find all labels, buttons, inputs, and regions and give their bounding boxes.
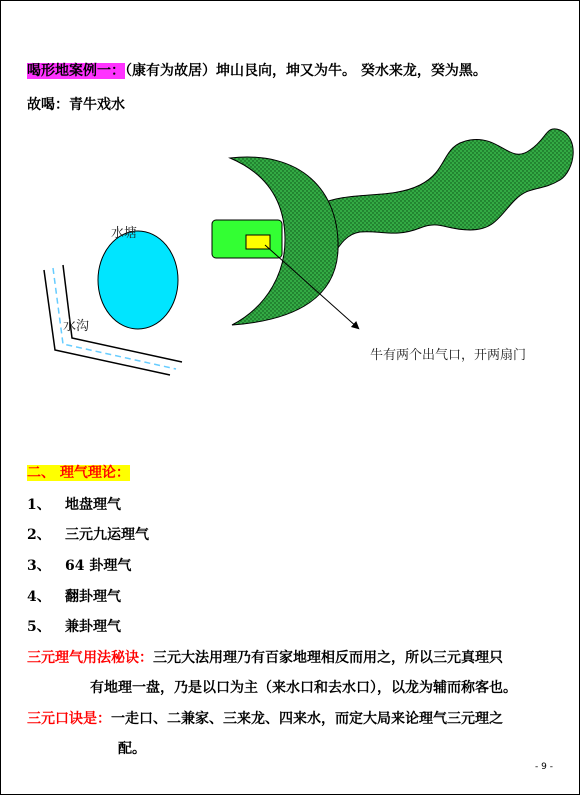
paragraph-1-line-1 bbox=[27, 647, 503, 667]
arrow-note: 牛有两个出气口，开两扇门 bbox=[370, 348, 527, 363]
list-item bbox=[27, 616, 121, 636]
pond-shape bbox=[98, 231, 178, 329]
list-item-number: 3、 bbox=[27, 558, 51, 574]
list-item-text: 三元九运理气 bbox=[65, 527, 149, 543]
list-item-number: 2、 bbox=[27, 527, 51, 543]
pond-label: 水塘 bbox=[111, 226, 138, 241]
list-item-text: 地盘理气 bbox=[65, 497, 121, 513]
section-title-text: 二、 理气理论： bbox=[27, 465, 130, 481]
ditch-label: 水沟 bbox=[63, 319, 90, 334]
case-label: 喝形地案例一： bbox=[27, 63, 125, 79]
case-title: 故喝：青牛戏水 bbox=[27, 97, 125, 113]
paragraph-1-text-a: 三元大法用理乃有百家地理相反而用之，所以三元真理只 bbox=[153, 650, 503, 666]
paragraph-1-label: 三元理气用法秘诀： bbox=[27, 650, 153, 666]
section-title bbox=[27, 462, 130, 482]
list-item bbox=[27, 586, 121, 606]
paragraph-2-label: 三元口诀是： bbox=[27, 711, 111, 727]
list-item-number: 5、 bbox=[27, 619, 51, 635]
ox-tail-shape bbox=[318, 129, 573, 260]
paragraph-2-text-a: 一走口、二兼家、三来龙、四来水，而定大局来论理气三元理之 bbox=[111, 711, 503, 727]
paragraph-2-line-1 bbox=[27, 708, 503, 728]
list-item bbox=[27, 494, 121, 514]
list-item-number: 1、 bbox=[27, 497, 51, 513]
page-number: - 9 - bbox=[535, 762, 553, 772]
case-heading bbox=[27, 60, 487, 80]
case-text: （康有为故居）坤山艮向，坤又为牛。 癸水来龙，癸为黑。 bbox=[125, 63, 487, 79]
paragraph-2-line-2: 配。 bbox=[118, 741, 146, 757]
list-item-text: 兼卦理气 bbox=[65, 619, 121, 635]
list-item bbox=[27, 524, 149, 544]
list-item bbox=[27, 555, 131, 575]
list-item-text: 64 卦理气 bbox=[65, 558, 132, 574]
list-item-number: 4、 bbox=[27, 589, 51, 605]
list-item-text: 翻卦理气 bbox=[65, 589, 121, 605]
paragraph-1-line-2: 有地理一盘，乃是以口为主（来水口和去水口），以龙为辅而称客也。 bbox=[90, 680, 517, 696]
